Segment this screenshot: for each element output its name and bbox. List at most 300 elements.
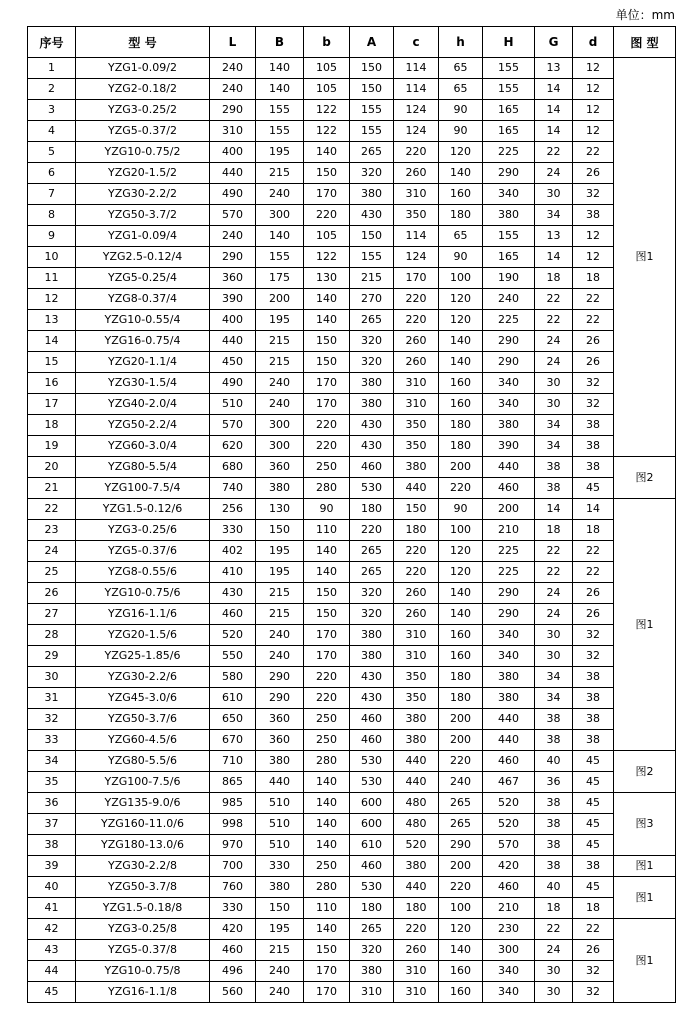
cell-h: 200	[439, 730, 483, 751]
cell-index: 22	[28, 499, 76, 520]
cell-A: 265	[350, 541, 394, 562]
cell-d: 18	[573, 520, 614, 541]
cell-d: 12	[573, 58, 614, 79]
cell-d: 32	[573, 373, 614, 394]
cell-G: 22	[535, 919, 573, 940]
cell-G: 34	[535, 205, 573, 226]
cell-H: 210	[483, 898, 535, 919]
table-row	[28, 646, 676, 667]
table-row	[28, 499, 676, 520]
cell-H: 390	[483, 436, 535, 457]
cell-H: 460	[483, 877, 535, 898]
cell-G: 22	[535, 142, 573, 163]
cell-d: 26	[573, 583, 614, 604]
table-row	[28, 58, 676, 79]
table-row	[28, 940, 676, 961]
cell-H: 420	[483, 856, 535, 877]
cell-index: 38	[28, 835, 76, 856]
cell-b: 140	[304, 562, 350, 583]
cell-index: 14	[28, 331, 76, 352]
cell-L: 330	[210, 898, 256, 919]
cell-H: 440	[483, 730, 535, 751]
cell-d: 32	[573, 625, 614, 646]
cell-d: 12	[573, 100, 614, 121]
table-row	[28, 100, 676, 121]
cell-L: 410	[210, 562, 256, 583]
cell-B: 215	[256, 940, 304, 961]
cell-d: 26	[573, 352, 614, 373]
cell-c: 310	[394, 961, 439, 982]
cell-c: 380	[394, 730, 439, 751]
cell-h: 90	[439, 499, 483, 520]
cell-model: YZG2.5-0.12/4	[76, 247, 210, 268]
cell-h: 65	[439, 226, 483, 247]
cell-h: 140	[439, 163, 483, 184]
cell-L: 430	[210, 583, 256, 604]
cell-b: 250	[304, 856, 350, 877]
cell-G: 14	[535, 247, 573, 268]
cell-L: 760	[210, 877, 256, 898]
cell-index: 4	[28, 121, 76, 142]
cell-b: 280	[304, 751, 350, 772]
cell-L: 450	[210, 352, 256, 373]
cell-B: 175	[256, 268, 304, 289]
cell-h: 265	[439, 793, 483, 814]
cell-b: 140	[304, 541, 350, 562]
cell-c: 220	[394, 142, 439, 163]
cell-model: YZG80-5.5/4	[76, 457, 210, 478]
cell-H: 340	[483, 394, 535, 415]
cell-H: 290	[483, 331, 535, 352]
cell-A: 380	[350, 625, 394, 646]
cell-model: YZG180-13.0/6	[76, 835, 210, 856]
cell-B: 240	[256, 646, 304, 667]
cell-index: 25	[28, 562, 76, 583]
cell-H: 290	[483, 583, 535, 604]
cell-index: 24	[28, 541, 76, 562]
header-model: 型 号	[76, 27, 210, 58]
cell-L: 496	[210, 961, 256, 982]
cell-A: 430	[350, 667, 394, 688]
cell-c: 220	[394, 541, 439, 562]
cell-index: 29	[28, 646, 76, 667]
cell-c: 380	[394, 709, 439, 730]
table-row	[28, 352, 676, 373]
table-row	[28, 457, 676, 478]
cell-G: 14	[535, 79, 573, 100]
table-row	[28, 184, 676, 205]
cell-figure-type: 图1	[614, 856, 676, 877]
cell-A: 320	[350, 940, 394, 961]
cell-model: YZG5-0.37/6	[76, 541, 210, 562]
cell-G: 30	[535, 646, 573, 667]
cell-d: 45	[573, 772, 614, 793]
cell-b: 170	[304, 982, 350, 1003]
cell-G: 36	[535, 772, 573, 793]
cell-model: YZG20-1.5/2	[76, 163, 210, 184]
table-row	[28, 310, 676, 331]
cell-h: 160	[439, 373, 483, 394]
cell-H: 460	[483, 751, 535, 772]
cell-h: 120	[439, 289, 483, 310]
cell-H: 460	[483, 478, 535, 499]
cell-d: 45	[573, 814, 614, 835]
cell-A: 150	[350, 58, 394, 79]
cell-index: 6	[28, 163, 76, 184]
cell-c: 220	[394, 310, 439, 331]
table-row	[28, 709, 676, 730]
cell-A: 320	[350, 604, 394, 625]
cell-B: 130	[256, 499, 304, 520]
cell-b: 170	[304, 961, 350, 982]
cell-H: 165	[483, 121, 535, 142]
cell-A: 380	[350, 373, 394, 394]
cell-G: 22	[535, 541, 573, 562]
cell-d: 32	[573, 961, 614, 982]
cell-index: 15	[28, 352, 76, 373]
cell-G: 13	[535, 226, 573, 247]
table-row	[28, 520, 676, 541]
cell-L: 680	[210, 457, 256, 478]
cell-B: 150	[256, 898, 304, 919]
cell-index: 35	[28, 772, 76, 793]
cell-index: 1	[28, 58, 76, 79]
cell-figure-type: 图2	[614, 457, 676, 499]
cell-H: 200	[483, 499, 535, 520]
cell-A: 220	[350, 520, 394, 541]
cell-G: 14	[535, 121, 573, 142]
table-row	[28, 436, 676, 457]
cell-L: 710	[210, 751, 256, 772]
cell-model: YZG80-5.5/6	[76, 751, 210, 772]
cell-index: 42	[28, 919, 76, 940]
unit-note: 单位：mm	[615, 8, 675, 22]
cell-L: 580	[210, 667, 256, 688]
cell-L: 420	[210, 919, 256, 940]
cell-A: 610	[350, 835, 394, 856]
cell-L: 570	[210, 415, 256, 436]
header-c: c	[394, 27, 439, 58]
cell-L: 570	[210, 205, 256, 226]
cell-b: 150	[304, 583, 350, 604]
cell-c: 260	[394, 163, 439, 184]
cell-A: 310	[350, 982, 394, 1003]
cell-model: YZG5-0.25/4	[76, 268, 210, 289]
cell-G: 40	[535, 751, 573, 772]
cell-b: 150	[304, 940, 350, 961]
cell-c: 350	[394, 436, 439, 457]
cell-index: 32	[28, 709, 76, 730]
cell-L: 256	[210, 499, 256, 520]
cell-H: 570	[483, 835, 535, 856]
cell-B: 240	[256, 625, 304, 646]
cell-A: 150	[350, 79, 394, 100]
cell-index: 8	[28, 205, 76, 226]
cell-B: 140	[256, 58, 304, 79]
cell-index: 16	[28, 373, 76, 394]
cell-B: 240	[256, 982, 304, 1003]
table-row	[28, 331, 676, 352]
cell-b: 150	[304, 163, 350, 184]
cell-h: 160	[439, 625, 483, 646]
cell-A: 530	[350, 478, 394, 499]
cell-model: YZG1-0.09/2	[76, 58, 210, 79]
cell-d: 32	[573, 982, 614, 1003]
cell-b: 220	[304, 667, 350, 688]
cell-A: 320	[350, 583, 394, 604]
cell-model: YZG30-2.2/8	[76, 856, 210, 877]
cell-b: 122	[304, 100, 350, 121]
cell-c: 310	[394, 625, 439, 646]
cell-A: 600	[350, 814, 394, 835]
cell-h: 140	[439, 352, 483, 373]
cell-G: 18	[535, 520, 573, 541]
cell-c: 440	[394, 751, 439, 772]
cell-d: 22	[573, 919, 614, 940]
cell-b: 150	[304, 331, 350, 352]
table-row	[28, 247, 676, 268]
cell-index: 17	[28, 394, 76, 415]
cell-c: 170	[394, 268, 439, 289]
cell-A: 320	[350, 352, 394, 373]
cell-index: 9	[28, 226, 76, 247]
cell-b: 105	[304, 58, 350, 79]
table-row	[28, 562, 676, 583]
table-row	[28, 478, 676, 499]
cell-b: 140	[304, 310, 350, 331]
cell-c: 480	[394, 793, 439, 814]
cell-H: 380	[483, 667, 535, 688]
cell-h: 120	[439, 142, 483, 163]
cell-h: 180	[439, 205, 483, 226]
cell-L: 402	[210, 541, 256, 562]
cell-model: YZG20-1.1/4	[76, 352, 210, 373]
table-row	[28, 793, 676, 814]
cell-L: 440	[210, 163, 256, 184]
cell-L: 330	[210, 520, 256, 541]
cell-G: 22	[535, 562, 573, 583]
cell-H: 340	[483, 184, 535, 205]
cell-b: 140	[304, 835, 350, 856]
cell-L: 620	[210, 436, 256, 457]
cell-b: 150	[304, 604, 350, 625]
cell-L: 985	[210, 793, 256, 814]
cell-A: 460	[350, 856, 394, 877]
cell-model: YZG2-0.18/2	[76, 79, 210, 100]
cell-B: 510	[256, 835, 304, 856]
cell-B: 380	[256, 877, 304, 898]
cell-G: 38	[535, 814, 573, 835]
cell-model: YZG3-0.25/6	[76, 520, 210, 541]
header-figure-type: 图 型	[614, 27, 676, 58]
cell-A: 380	[350, 646, 394, 667]
cell-A: 530	[350, 751, 394, 772]
cell-B: 150	[256, 520, 304, 541]
cell-G: 34	[535, 667, 573, 688]
cell-model: YZG30-2.2/6	[76, 667, 210, 688]
cell-A: 430	[350, 436, 394, 457]
cell-figure-type: 图1	[614, 499, 676, 751]
cell-b: 140	[304, 919, 350, 940]
cell-B: 290	[256, 688, 304, 709]
cell-B: 300	[256, 205, 304, 226]
cell-G: 38	[535, 457, 573, 478]
cell-A: 265	[350, 310, 394, 331]
cell-G: 22	[535, 310, 573, 331]
cell-H: 300	[483, 940, 535, 961]
cell-L: 310	[210, 121, 256, 142]
cell-h: 120	[439, 541, 483, 562]
cell-G: 18	[535, 898, 573, 919]
cell-d: 26	[573, 604, 614, 625]
cell-H: 340	[483, 373, 535, 394]
table-row	[28, 625, 676, 646]
cell-A: 215	[350, 268, 394, 289]
cell-model: YZG8-0.55/6	[76, 562, 210, 583]
table-row	[28, 856, 676, 877]
cell-d: 38	[573, 709, 614, 730]
cell-d: 32	[573, 394, 614, 415]
cell-c: 180	[394, 520, 439, 541]
cell-H: 210	[483, 520, 535, 541]
table-row	[28, 751, 676, 772]
cell-figure-type: 图3	[614, 793, 676, 856]
cell-d: 45	[573, 478, 614, 499]
cell-model: YZG135-9.0/6	[76, 793, 210, 814]
table-row	[28, 961, 676, 982]
cell-model: YZG1-0.09/4	[76, 226, 210, 247]
cell-index: 11	[28, 268, 76, 289]
cell-d: 22	[573, 142, 614, 163]
cell-d: 12	[573, 79, 614, 100]
cell-h: 180	[439, 688, 483, 709]
cell-model: YZG5-0.37/8	[76, 940, 210, 961]
table-row	[28, 583, 676, 604]
cell-B: 155	[256, 121, 304, 142]
cell-B: 215	[256, 352, 304, 373]
cell-h: 90	[439, 100, 483, 121]
cell-h: 140	[439, 940, 483, 961]
cell-G: 30	[535, 394, 573, 415]
cell-d: 38	[573, 688, 614, 709]
cell-b: 280	[304, 478, 350, 499]
cell-model: YZG100-7.5/6	[76, 772, 210, 793]
cell-b: 150	[304, 352, 350, 373]
cell-L: 865	[210, 772, 256, 793]
cell-model: YZG50-3.7/8	[76, 877, 210, 898]
cell-B: 140	[256, 226, 304, 247]
cell-H: 190	[483, 268, 535, 289]
cell-h: 220	[439, 478, 483, 499]
cell-model: YZG10-0.55/4	[76, 310, 210, 331]
cell-G: 30	[535, 625, 573, 646]
header-row	[28, 27, 676, 58]
cell-d: 18	[573, 268, 614, 289]
cell-b: 170	[304, 625, 350, 646]
cell-G: 14	[535, 499, 573, 520]
cell-d: 22	[573, 310, 614, 331]
cell-c: 260	[394, 331, 439, 352]
cell-c: 260	[394, 583, 439, 604]
cell-A: 530	[350, 772, 394, 793]
cell-model: YZG10-0.75/2	[76, 142, 210, 163]
cell-figure-type: 图1	[614, 58, 676, 457]
cell-model: YZG160-11.0/6	[76, 814, 210, 835]
cell-figure-type: 图1	[614, 919, 676, 1003]
cell-index: 30	[28, 667, 76, 688]
cell-index: 33	[28, 730, 76, 751]
cell-index: 13	[28, 310, 76, 331]
cell-d: 12	[573, 121, 614, 142]
cell-L: 610	[210, 688, 256, 709]
cell-index: 40	[28, 877, 76, 898]
cell-h: 200	[439, 856, 483, 877]
cell-A: 155	[350, 247, 394, 268]
cell-H: 380	[483, 205, 535, 226]
table-row	[28, 226, 676, 247]
cell-G: 24	[535, 352, 573, 373]
cell-B: 290	[256, 667, 304, 688]
cell-model: YZG30-2.2/2	[76, 184, 210, 205]
cell-h: 220	[439, 751, 483, 772]
cell-B: 240	[256, 961, 304, 982]
cell-d: 38	[573, 667, 614, 688]
cell-H: 440	[483, 457, 535, 478]
cell-G: 30	[535, 961, 573, 982]
header-B: B	[256, 27, 304, 58]
table-row	[28, 205, 676, 226]
cell-h: 200	[439, 709, 483, 730]
header-L: L	[210, 27, 256, 58]
cell-b: 280	[304, 877, 350, 898]
cell-index: 37	[28, 814, 76, 835]
cell-L: 460	[210, 604, 256, 625]
cell-G: 24	[535, 604, 573, 625]
cell-index: 34	[28, 751, 76, 772]
cell-d: 38	[573, 436, 614, 457]
cell-c: 310	[394, 394, 439, 415]
cell-figure-type: 图1	[614, 877, 676, 919]
cell-index: 31	[28, 688, 76, 709]
cell-c: 350	[394, 415, 439, 436]
cell-A: 270	[350, 289, 394, 310]
cell-c: 124	[394, 100, 439, 121]
cell-c: 440	[394, 772, 439, 793]
cell-index: 39	[28, 856, 76, 877]
cell-h: 160	[439, 982, 483, 1003]
cell-H: 155	[483, 79, 535, 100]
cell-d: 22	[573, 541, 614, 562]
cell-A: 265	[350, 562, 394, 583]
cell-L: 510	[210, 394, 256, 415]
cell-index: 20	[28, 457, 76, 478]
cell-A: 155	[350, 100, 394, 121]
cell-H: 290	[483, 352, 535, 373]
cell-h: 240	[439, 772, 483, 793]
cell-h: 180	[439, 436, 483, 457]
cell-G: 18	[535, 268, 573, 289]
cell-H: 225	[483, 541, 535, 562]
cell-G: 24	[535, 331, 573, 352]
header-G: G	[535, 27, 573, 58]
cell-d: 38	[573, 205, 614, 226]
cell-h: 140	[439, 583, 483, 604]
cell-d: 26	[573, 940, 614, 961]
cell-H: 340	[483, 982, 535, 1003]
cell-b: 140	[304, 772, 350, 793]
cell-h: 160	[439, 646, 483, 667]
cell-B: 195	[256, 541, 304, 562]
